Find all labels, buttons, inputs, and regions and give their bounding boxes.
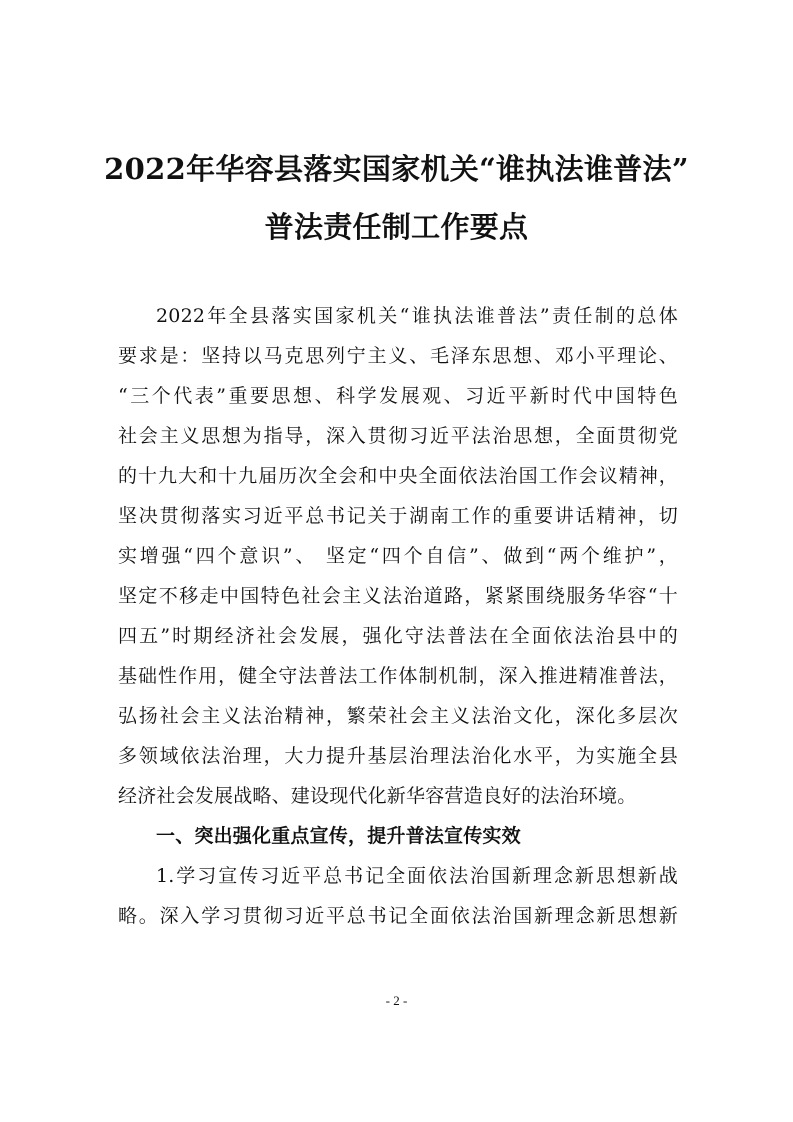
- paragraph-line: 的十九大和十九届历次全会和中央全面依法治国工作会议精神，: [118, 465, 678, 487]
- paragraph-line: 四五”时期经济社会发展，强化守法普法在全面依法治县中的: [118, 625, 678, 647]
- page-number: - 2 -: [385, 993, 408, 1008]
- paragraph-line: 坚决贯彻落实习近平总书记关于湖南工作的重要讲话精神，切: [118, 505, 678, 527]
- paragraph-line: “三个代表”重要思想、科学发展观、习近平新时代中国特色: [118, 385, 678, 407]
- paragraph-line: 弘扬社会主义法治精神，繁荣社会主义法治文化，深化多层次: [118, 705, 678, 727]
- paragraph-line: 要求是：坚持以马克思列宁主义、毛泽东思想、邓小平理论、: [118, 345, 678, 367]
- paragraph-line: 经济社会发展战略、建设现代化新华容营造良好的法治环境。: [118, 785, 637, 807]
- item-line: 略。深入学习贯彻习近平总书记全面依法治国新理念新思想新: [118, 905, 678, 927]
- paragraph-line: 坚定不移走中国特色社会主义法治道路，紧紧围绕服务华容“十: [118, 585, 678, 607]
- paragraph-line: 2022年全县落实国家机关“谁执法谁普法”责任制的总体: [156, 305, 678, 327]
- item-line: 1.学习宣传习近平总书记全面依法治国新理念新思想新战: [156, 865, 678, 887]
- document-title-line-1: 2022年华容县落实国家机关“谁执法谁普法”: [104, 152, 689, 186]
- section-heading: 一、突出强化重点宣传，提升普法宣传实效: [156, 825, 521, 847]
- paragraph-line: 实增强“四个意识”、 坚定“四个自信”、做到“两个维护”，: [118, 545, 678, 567]
- paragraph-line: 社会主义思想为指导，深入贯彻习近平法治思想，全面贯彻党: [118, 425, 678, 447]
- paragraph-line: 多领域依法治理，大力提升基层治理法治化水平，为实施全县: [118, 745, 678, 767]
- document-title-line-2: 普法责任制工作要点: [264, 210, 529, 244]
- paragraph-line: 基础性作用，健全守法普法工作体制机制，深入推进精准普法，: [118, 665, 678, 687]
